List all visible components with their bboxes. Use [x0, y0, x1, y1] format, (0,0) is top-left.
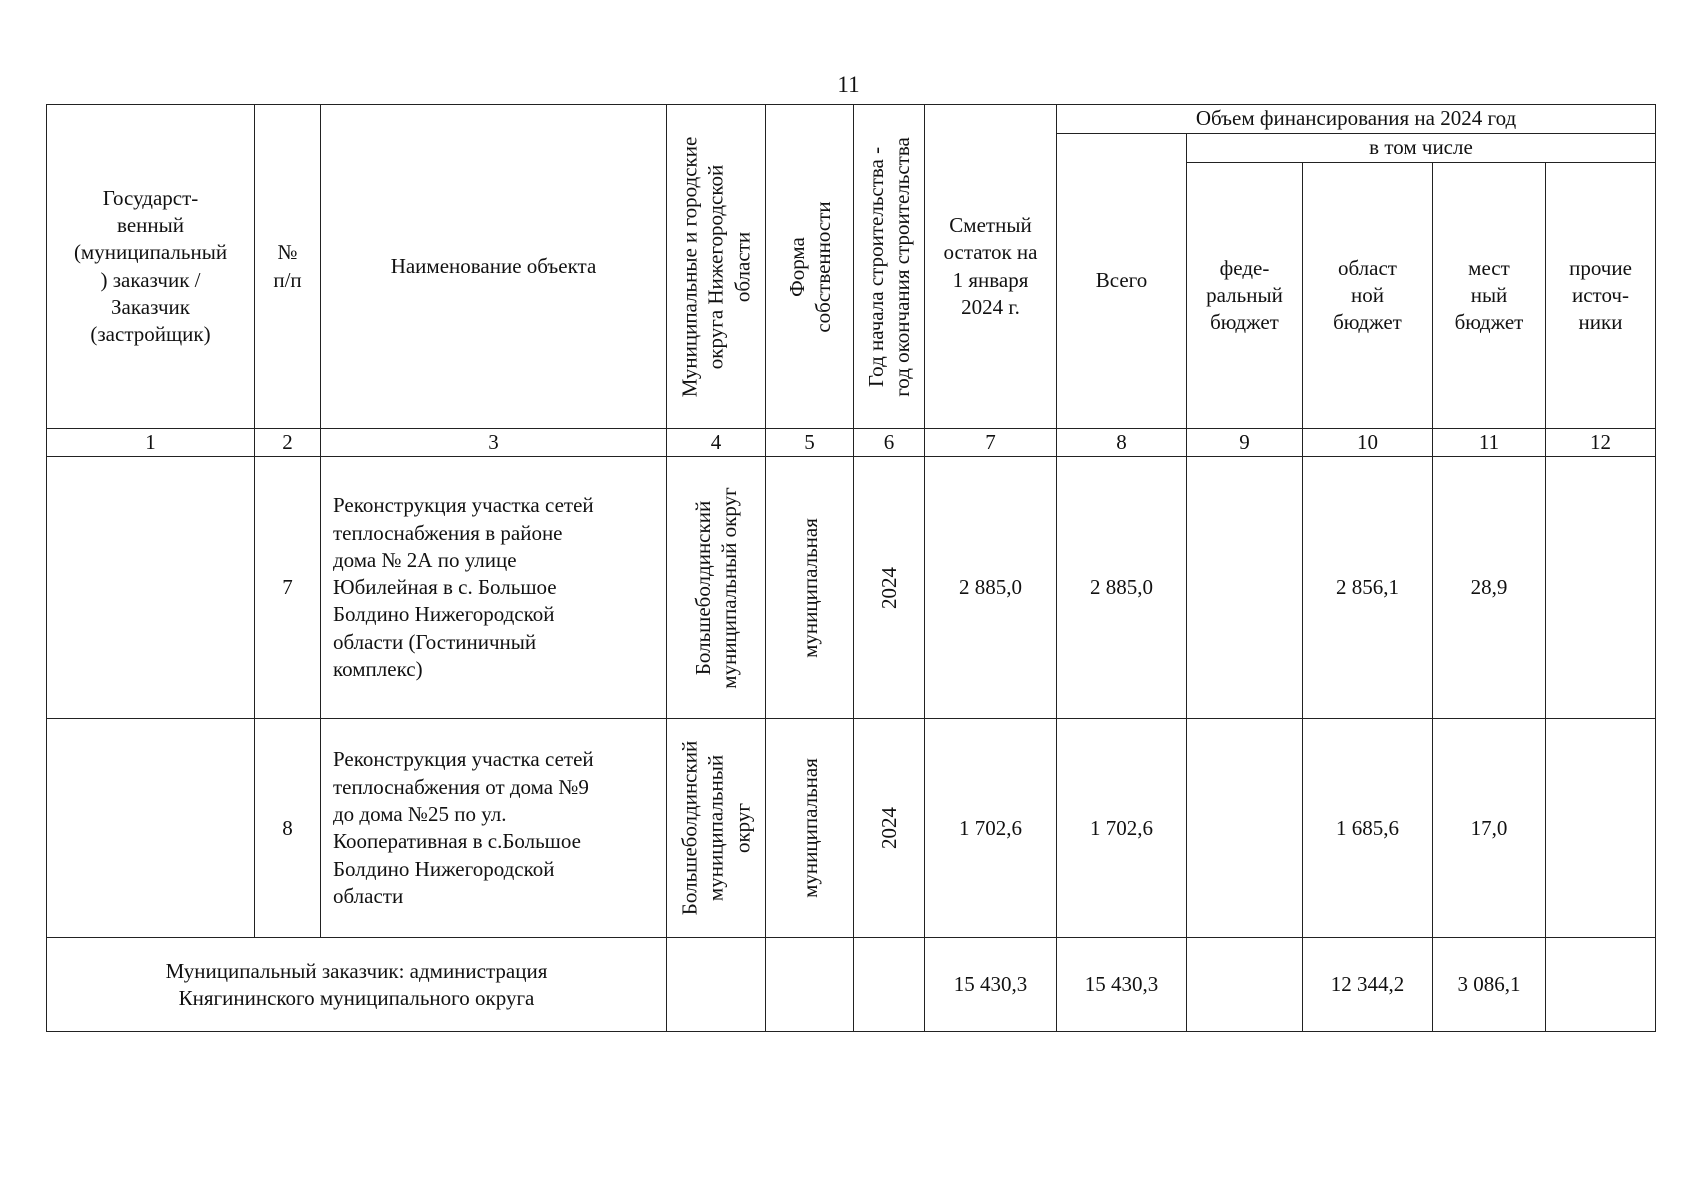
header-regional: област ной бюджет	[1303, 163, 1433, 429]
local-cell: 28,9	[1433, 457, 1546, 719]
column-number: 8	[1057, 429, 1187, 457]
header-row-1	[47, 105, 1656, 134]
column-number-row	[47, 429, 1656, 457]
summary-row	[47, 938, 1656, 1032]
column-number: 7	[925, 429, 1057, 457]
column-number: 9	[1187, 429, 1303, 457]
summary-local: 3 086,1	[1433, 938, 1546, 1032]
summary-total: 15 430,3	[1057, 938, 1187, 1032]
years-cell: 2024	[854, 719, 925, 938]
header-number: № п/п	[255, 105, 321, 429]
header-ownership: Форма собственности	[766, 105, 854, 429]
column-number: 12	[1546, 429, 1656, 457]
row-number: 7	[255, 457, 321, 719]
header-including: в том числе	[1187, 134, 1656, 163]
column-number: 3	[321, 429, 667, 457]
object-name-cell: Реконструкция участка сетей теплоснабжения от дома №9 до дома №25 по ул. Кооперативная в с.Большое Болдино Нижегородской области	[321, 719, 667, 938]
column-number: 6	[854, 429, 925, 457]
total-cell: 1 702,6	[1057, 719, 1187, 938]
header-object-name: Наименование объекта	[321, 105, 667, 429]
estimate-cell: 2 885,0	[925, 457, 1057, 719]
local-cell: 17,0	[1433, 719, 1546, 938]
row-number: 8	[255, 719, 321, 938]
municipality-cell: Большеболдинский муниципальный округ	[667, 719, 766, 938]
summary-municipality-cell	[667, 938, 766, 1032]
summary-estimate: 15 430,3	[925, 938, 1057, 1032]
table-row	[47, 457, 1656, 719]
header-local: мест ный бюджет	[1433, 163, 1546, 429]
column-number: 2	[255, 429, 321, 457]
federal-cell	[1187, 457, 1303, 719]
column-number: 1	[47, 429, 255, 457]
column-number: 5	[766, 429, 854, 457]
total-cell: 2 885,0	[1057, 457, 1187, 719]
other-cell	[1546, 457, 1656, 719]
table-row	[47, 719, 1656, 938]
summary-federal	[1187, 938, 1303, 1032]
header-estimate: Сметный остаток на 1 января 2024 г.	[925, 105, 1057, 429]
summary-label: Муниципальный заказчик: администрация Княгининского муниципального округа	[47, 938, 667, 1032]
regional-cell: 1 685,6	[1303, 719, 1433, 938]
header-funding-title: Объем финансирования на 2024 год	[1057, 105, 1656, 134]
header-other: прочие источ- ники	[1546, 163, 1656, 429]
summary-regional: 12 344,2	[1303, 938, 1433, 1032]
column-number: 4	[667, 429, 766, 457]
estimate-cell: 1 702,6	[925, 719, 1057, 938]
header-customer: Государст- венный (муниципальный ) заказчик / Заказчик (застройщик)	[47, 105, 255, 429]
ownership-cell: муниципальная	[766, 457, 854, 719]
column-number: 11	[1433, 429, 1546, 457]
other-cell	[1546, 719, 1656, 938]
regional-cell: 2 856,1	[1303, 457, 1433, 719]
summary-other	[1546, 938, 1656, 1032]
object-name-cell: Реконструкция участка сетей теплоснабжения в районе дома № 2А по улице Юбилейная в с. Большое Болдино Нижегородской области (Гостиничный комплекс)	[321, 457, 667, 719]
summary-years-cell	[854, 938, 925, 1032]
ownership-cell: муниципальная	[766, 719, 854, 938]
years-cell: 2024	[854, 457, 925, 719]
municipality-cell: Большеболдинский муниципальный округ	[667, 457, 766, 719]
column-number: 10	[1303, 429, 1433, 457]
header-total: Всего	[1057, 134, 1187, 429]
page-number: 11	[837, 72, 860, 97]
summary-ownership-cell	[766, 938, 854, 1032]
header-years: Год начала строительства - год окончания строительства	[854, 105, 925, 429]
header-municipality: Муниципальные и городские округа Нижегородской области	[667, 105, 766, 429]
header-federal: феде- ральный бюджет	[1187, 163, 1303, 429]
financing-table	[46, 104, 1656, 1032]
federal-cell	[1187, 719, 1303, 938]
customer-cell	[47, 719, 255, 938]
customer-cell	[47, 457, 255, 719]
